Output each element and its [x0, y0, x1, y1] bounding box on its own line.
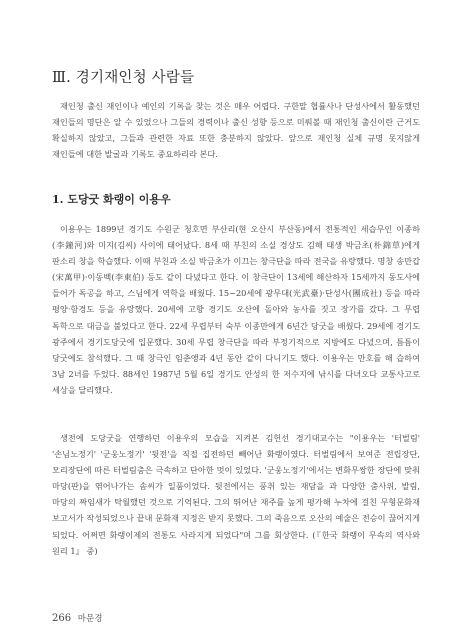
chapter-title: Ⅲ. 경기재인청 사람들 [52, 70, 195, 86]
section-title: 1. 도당굿 화랭이 이용우 [52, 193, 171, 206]
page-number: 266 [52, 613, 72, 624]
body-paragraph-1: 이용우는 1899년 경기도 수원군 청호면 부산리(현 오산시 부산동)에서 전통적인 세습무인 이종하(李鐘河)와 미지(김씨) 사이에 태어났다. 8세 때 부친의 소실 경상도 김해 태생 박금초(朴錦草)에게 판소리 창을 학습했다. 이때 부친과 소실 박금초가 이끄는 창극단을 따라 전국을 유랑했다. 명창 송만갑(宋萬甲)·이동백(李東伯) 등도 같이 다녔다고 한다. 이 창극단이 13세에 해산하자 15세까지 동도사에 들어가 독공을 하고, 스님에게 역학을 배웠다. 15~20세에 광무대(光武臺)·단성사(團成社) 등을 따라 평양·함경도 등을 유랑했다. 20세에 고향 경기도 오산에 돌아와 농사를 짓고 장가를 갔다. 그 무렵 독학으로 대금을 불었다고 한다. 22세 무렵부터 숙부 이종만에게 6년간 당굿을 배웠다. 29세에 경기도 광주에서 경기도당굿에 입문했다. 30세 무렵 창극단을 따라 부정기적으로 지방에도 다녔으며, 틈틈이 당굿에도 참석했다. 그 때 창극인 임춘앵과 4년 동안 같이 다니기도 했다. 이용우는 만호를 해 습하여 3남 2녀를 두었다. 88세인 1987년 5월 6일 경기도 안성의 한 저수지에 낚시를 다녀오다 교통사고로 세상을 달리했다. [52, 224, 420, 395]
footer-book-title: 마문경 [77, 614, 103, 624]
intro-paragraph: 재인청 출신 재인이나 예인의 기록을 찾는 것은 매우 어렵다. 구한말 협률사나 단성사에서 활동했던 재인들의 명단은 알 수 있었으나 그들의 경력이나 출신 성향 등으로 미뤄볼 때 재인청 출신이란 근거도 확실하지 않았고, 그들과 관련한 자료 또한 충분하지 않았다. 앞으로 재인청 실체 규명 못지않게 재인들에 대한 발굴과 기록도 중요하리라 본다. [52, 101, 420, 160]
page-footer [52, 612, 102, 624]
body-paragraph-2: 생전에 도당굿을 연행하던 이용우의 모습을 지켜본 김헌선 경기대교수는 "이용우는 '터벌림' '손님노정기' '군웅노정기' '뒷전'을 직접 집전하던 빼어난 화랭이였다. 터벌림에서 보여준 전립장단, 모리장단에 따른 터벌림춤은 극속하고 단아한 멋이 있었다. '군웅노정기'에서는 변화무쌍한 장단에 맞춰 마당(판)을 엮어나가는 솜씨가 일품이었다. 뒷전에서는 풍취 있는 재담을 과 다양한 춤사위, 발림, 마당의 짜임새가 탁월했던 것으로 기억된다. 그의 뛰어난 재주를 높게 평가해 누차에 걸친 무형문화재 보고서가 작성되었으나 끝내 문화재 지정은 받지 못했다. 그의 죽음으로 오산의 예술은 전승이 끊어지게 되었다. 어쩌면 화랭이제의 전통도 사라지게 되었다"며 그를 회상한다. (『한국 화랭이 무속의 역사와 원리 1』 중) [52, 433, 420, 556]
